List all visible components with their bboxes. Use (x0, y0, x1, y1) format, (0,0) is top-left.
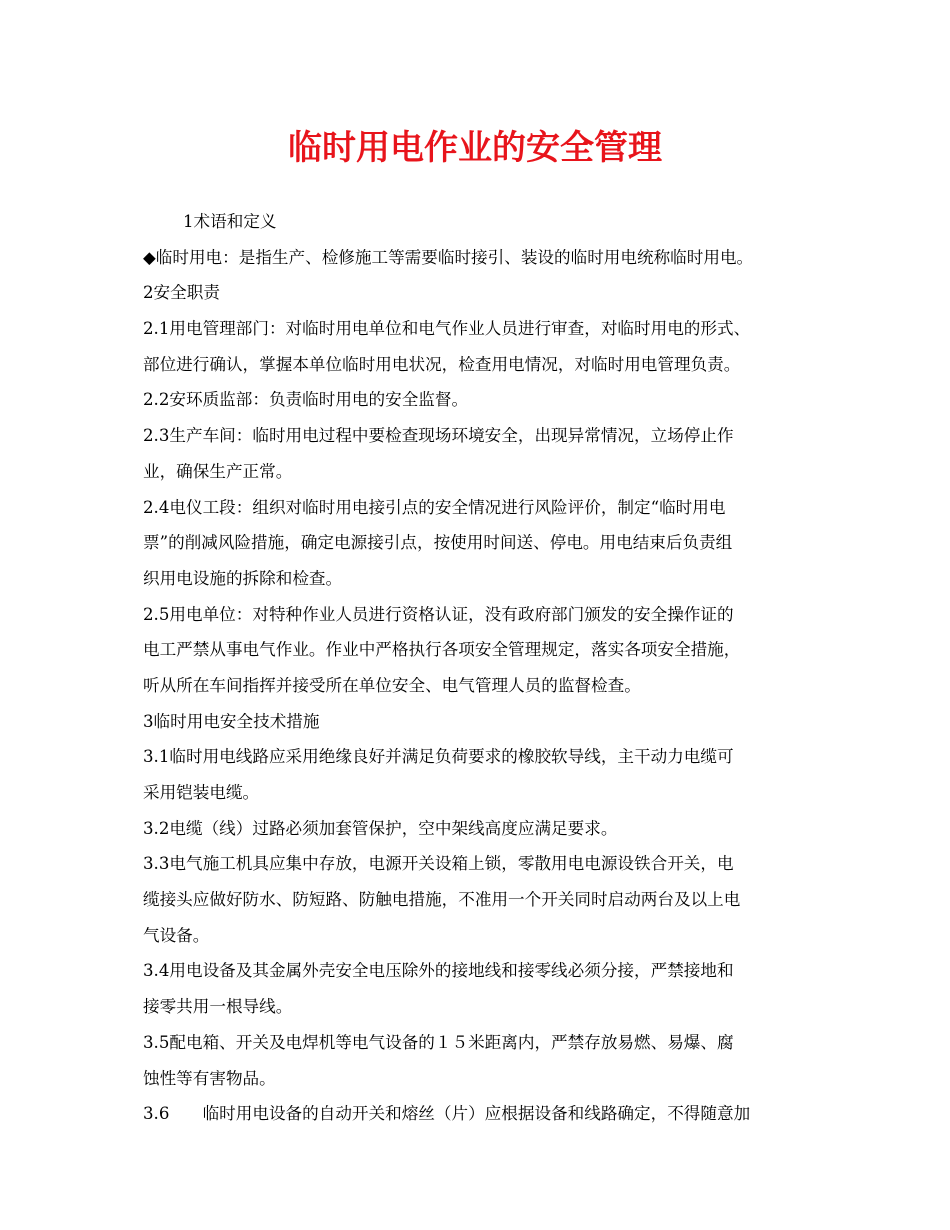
paragraph-line: 业，确保生产正常。 (143, 461, 293, 481)
paragraph-line: ◆临时用电：是指生产、检修施工等需要临时接引、装设的临时用电统称临时用电。 (143, 247, 754, 267)
paragraph-line: 3.3电气施工机具应集中存放，电源开关设箱上锁，零散用电电源设铁合开关，电 (143, 854, 734, 874)
paragraph-line: 2.4电仪工段：组织对临时用电接引点的安全情况进行风险评价，制定“临时用电 (143, 497, 726, 517)
paragraph-line: 票”的削减风险措施，确定电源接引点，按使用时间送、停电。用电结束后负责组 (143, 533, 733, 553)
paragraph-line: 2.1用电管理部门：对临时用电单位和电气作业人员进行审查，对临时用电的形式、 (143, 319, 751, 339)
paragraph-line: 缆接头应做好防水、防短路、防触电措施，不准用一个开关同时启动两台及以上电 (143, 890, 741, 910)
paragraph-line: 3.2电缆（线）过路必须加套管保护，空中架线高度应满足要求。 (143, 818, 618, 838)
document-body (143, 204, 843, 1132)
paragraph-line: 3.4用电设备及其金属外壳安全电压除外的接地线和接零线必须分接，严禁接地和 (143, 961, 734, 981)
paragraph-line: 听从所在车间指挥并接受所在单位安全、电气管理人员的监督检查。 (143, 675, 641, 695)
paragraph-line: 2.5用电单位：对特种作业人员进行资格认证，没有政府部门颁发的安全操作证的 (143, 604, 734, 624)
paragraph-line: 3.1临时用电线路应采用绝缘良好并满足负荷要求的橡胶软导线，主干动力电缆可 (143, 747, 734, 767)
paragraph-line: 2.2安环质监部：负责临时用电的安全监督。 (143, 390, 469, 410)
paragraph-line: 3.5配电箱、开关及电焊机等电气设备的１５米距离内，严禁存放易燃、易爆、腐 (143, 1032, 734, 1052)
section-heading: 1术语和定义 (183, 212, 277, 231)
paragraph-line: 采用铠装电缆。 (143, 783, 260, 802)
paragraph-line: 蚀性等有害物品。 (143, 1068, 276, 1088)
section-heading: 3临时用电安全技术措施 (143, 711, 320, 731)
paragraph-line: 气设备。 (143, 925, 210, 945)
paragraph-line: 3.6 临时用电设备的自动开关和熔丝（片）应根据设备和线路确定，不得随意加 (143, 1104, 751, 1124)
paragraph-line: 电工严禁从事电气作业。作业中严格执行各项安全管理规定，落实各项安全措施， (143, 640, 741, 660)
paragraph-line: 部位进行确认，掌握本单位临时用电状况，检查用电情况，对临时用电管理负责。 (143, 354, 741, 374)
section-heading: 2安全职责 (143, 283, 220, 303)
paragraph-line: 织用电设施的拆除和检查。 (143, 568, 343, 588)
document-title: 临时用电作业的安全管理 (288, 128, 662, 168)
paragraph-line: 2.3生产车间：临时用电过程中要检查现场环境安全，出现异常情况，立场停止作 (143, 426, 734, 446)
paragraph-line: 接零共用一根导线。 (143, 997, 293, 1017)
